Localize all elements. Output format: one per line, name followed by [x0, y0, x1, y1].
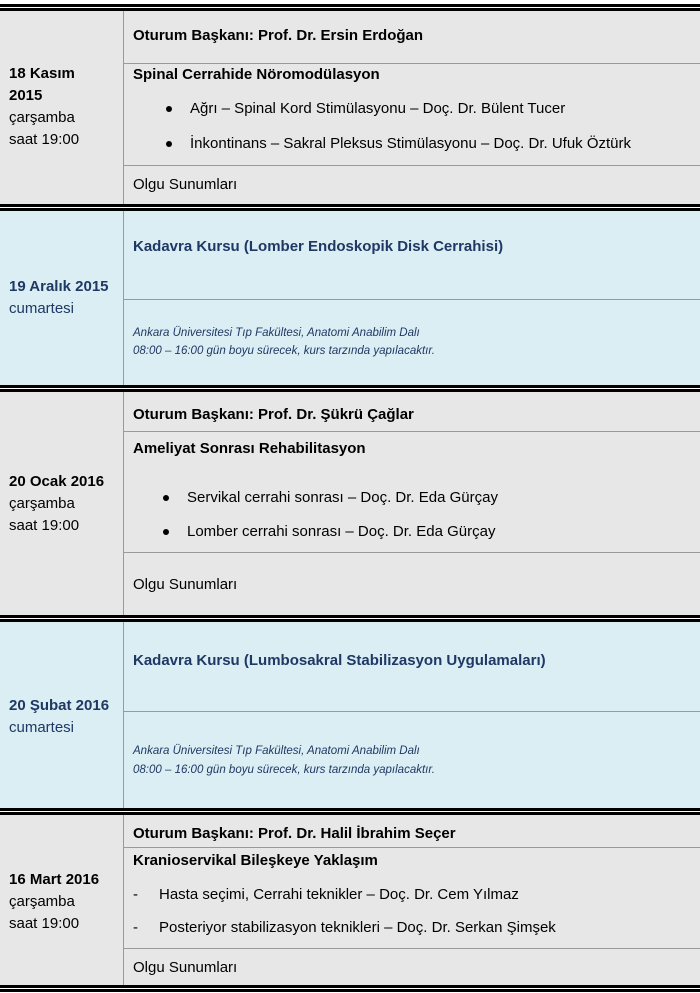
dash-marker: -: [133, 886, 138, 903]
session-item: Hasta seçimi, Cerrahi teknikler – Doç. Dr. Cem Yılmaz: [159, 886, 519, 903]
dash-marker: -: [133, 919, 138, 936]
session-item: Servikal cerrahi sonrası – Doç. Dr. Eda Gürçay: [187, 489, 498, 506]
session-chair: Oturum Başkanı: Prof. Dr. Şükrü Çağlar: [133, 406, 414, 423]
session-footer: Olgu Sunumları: [133, 959, 238, 976]
session-row: [0, 392, 700, 615]
session-time: saat 19:00: [9, 915, 80, 932]
row-divider: [124, 847, 700, 848]
row-divider: [124, 299, 700, 300]
row-border: [0, 985, 700, 992]
session-date: 18 Kasım 2015: [9, 65, 75, 104]
bullet-icon: [166, 141, 172, 147]
session-day: cumartesi: [9, 300, 75, 317]
bullet-icon: [166, 106, 172, 112]
session-date-cell: [9, 276, 119, 320]
course-title: Kadavra Kursu (Lomber Endoskopik Disk Cerrahisi): [133, 238, 504, 255]
course-location: Ankara Üniversitesi Tıp Fakültesi, Anatomi Anabilim Dalı: [133, 327, 420, 339]
session-topic: Ameliyat Sonrası Rehabilitasyon: [133, 440, 366, 457]
session-item: İnkontinans – Sakral Pleksus Stimülasyonu – Doç. Dr. Ufuk Öztürk: [190, 135, 632, 152]
column-divider: [123, 211, 124, 385]
course-title: Kadavra Kursu (Lumbosakral Stabilizasyon Uygulamaları): [133, 652, 546, 669]
session-chair: Oturum Başkanı: Prof. Dr. Ersin Erdoğan: [133, 27, 424, 44]
session-day: çarşamba: [9, 893, 75, 910]
session-footer: Olgu Sunumları: [133, 176, 238, 193]
session-row: [0, 815, 700, 985]
session-row: [0, 211, 700, 385]
column-divider: [123, 815, 124, 985]
session-date: 20 Ocak 2016: [9, 473, 105, 490]
session-day: çarşamba: [9, 109, 75, 126]
session-day: çarşamba: [9, 495, 75, 512]
row-divider: [124, 711, 700, 712]
row-border: [0, 615, 700, 622]
row-divider: [124, 948, 700, 949]
session-row: [0, 622, 700, 808]
session-item: Lomber cerrahi sonrası – Doç. Dr. Eda Gürçay: [187, 523, 496, 540]
column-divider: [123, 392, 124, 615]
session-time: saat 19:00: [9, 131, 80, 148]
bullet-icon: [163, 495, 169, 501]
bullet-icon: [163, 529, 169, 535]
session-time: saat 19:00: [9, 517, 80, 534]
session-chair: Oturum Başkanı: Prof. Dr. Halil İbrahim Seçer: [133, 825, 456, 842]
session-topic: Spinal Cerrahide Nöromodülasyon: [133, 66, 380, 83]
row-border: [0, 4, 700, 11]
course-location: Ankara Üniversitesi Tıp Fakültesi, Anatomi Anabilim Dalı: [133, 745, 420, 757]
session-date: 20 Şubat 2016: [9, 697, 110, 714]
row-border: [0, 204, 700, 211]
course-schedule: 08:00 – 16:00 gün boyu sürecek, kurs tarzında yapılacaktır.: [133, 764, 435, 776]
column-divider: [123, 11, 124, 204]
session-date: 16 Mart 2016: [9, 871, 100, 888]
session-item: Ağrı – Spinal Kord Stimülasyonu – Doç. Dr. Bülent Tucer: [190, 100, 566, 117]
session-footer: Olgu Sunumları: [133, 576, 238, 593]
session-topic: Kranioservikal Bileşkeye Yaklaşım: [133, 852, 378, 869]
row-divider: [124, 431, 700, 432]
course-schedule: 08:00 – 16:00 gün boyu sürecek, kurs tarzında yapılacaktır.: [133, 345, 435, 357]
row-divider: [124, 552, 700, 553]
session-date-cell: [9, 695, 119, 739]
session-date-cell: [9, 471, 119, 537]
session-date: 19 Aralık 2015: [9, 278, 109, 295]
row-border: [0, 808, 700, 815]
session-day: cumartesi: [9, 719, 75, 736]
row-border: [0, 385, 700, 392]
session-date-cell: [9, 63, 109, 151]
row-divider: [124, 63, 700, 64]
session-item: Posteriyor stabilizasyon teknikleri – Doç. Dr. Serkan Şimşek: [159, 919, 556, 936]
session-date-cell: [9, 869, 119, 935]
session-row: [0, 11, 700, 204]
row-divider: [124, 165, 700, 166]
column-divider: [123, 622, 124, 808]
